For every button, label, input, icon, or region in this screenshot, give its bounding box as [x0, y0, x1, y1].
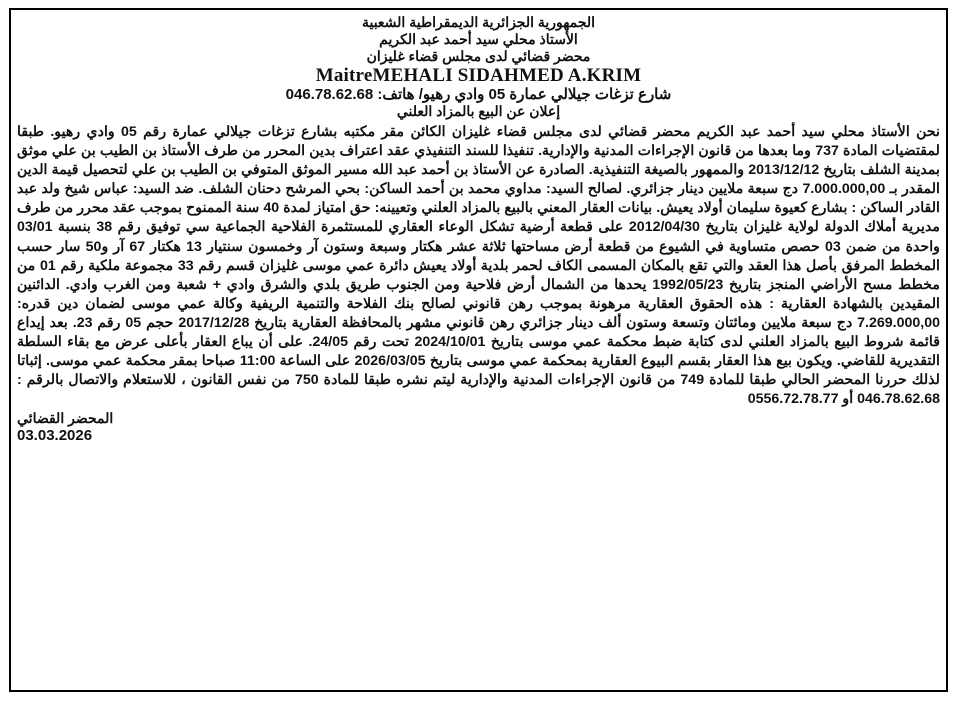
notice-header: [11, 10, 946, 120]
bailiff-name-latin: MaitreMEHALI SIDAHMED A.KRIM: [315, 65, 642, 86]
notice-title: إعلان عن البيع بالمزاد العلني: [396, 103, 561, 119]
notice-body-text: نحن الأستاذ محلي سيد أحمد عبد الكريم محضر قضائي لدى مجلس قضاء غليزان الكائن مقر مكتبه بشارع تزغات جيلالي عمارة رقم 05 وادي رهيو. طبقا لمقتضيات المادة 737 وما بعدها من قانون الإجراءات المدنية والإدارية. تنفيذا للسند التنفيذي عقد اعتراف بدين المحرر من طرف الأستاذ بن الطيب بن علي موثق بمدينة الشلف بتاريخ 2013/12/12 والممهور بالصيغة التنفيذية. الصادرة عن الأستاذ بن أحمد عبد الله مسير الموثق المتوفي بن الطيب بن علي لتحصيل قيمة الدين المقدر بـ 7.000.000,00 دج سبعة ملايين دينار جزائري. لصالح السيد: مداوي محمد بن أحمد الساكن: بحي المرشح دحنان الشلف. ضد السيد: عباس شيخ ولد عبد القادر الساكن : بشارع كعيوة سليمان أولاد يعيش. بيانات العقار المعني بالبيع بالمزاد العلني وتعيينه: حق امتياز لمدة 40 سنة الممنوح بموجب عقد محرر من طرف مديرية أملاك الدولة لولاية غليزان بتاريخ 2012/04/30 على قطعة أرضية تشكل الوعاء العقاري للمستثمرة الفلاحية الجماعية سي توفيق رقم 38 بنسبة 03/01 واحدة من ضمن 03 حصص متساوية في الشيوع من قطعة أرض مساحتها ثلاثة عشر هكتار وسبعة وستون آر وخمسون سنتيار 13 هكتار 67 آر و50 سار حسب المخطط المرفق بأصل هذا العقد والتي تقع بالمكان المسمى الكاف لحمر بلدية أولاد يعيش دائرة عمي موسى غليزان قسم رقم 33 مجموعة ملكية رقم 01 من مخطط مسح الأراضي المنجز بتاريخ 1992/05/23 يحدها من الشمال أرض فلاحية ومن الجنوب طريق بلدي والشرق وادي + شعبة ومن الغرب وادي. الدائنين المقيدين بالشهادة العقارية : هذه الحقوق العقارية مرهونة بموجب رهن قانوني لصالح بنك الفلاحة والتنمية الريفية وكالة عمي موسى لضمان دين قدره: 7.269.000,00 دج سبعة ملايين ومائتان وتسعة وستون ألف دينار جزائري رهن قانوني مشهر بالمحافظة العقارية بتاريخ 2017/12/28 حجم 05 رقم 23. بعد إيداع قائمة شروط البيع بالمزاد العلني لدى كتابة ضبط محكمة عمي موسى بتاريخ 2024/10/01 تحت رقم 24/05. على أن يباع العقار بأعلى عرض مع بقاء السلطة التقديرية للقاضي. ويكون بيع هذا العقار بقسم البيوع العقارية بمحكمة عمي موسى بتاريخ 2026/03/05 على الساعة 11:00 صباحا بمقر محكمة عمي موسى. إثباتا لذلك حررنا المحضر الحالي طبقا للمادة 749 من قانون الإجراءات المدنية والإدارية ليتم نشره طبقا للمادة 750 من نفس القانون ، للاستعلام والاتصال بالرقم : 046.78.62.68 أو 0556.72.78.77: [17, 124, 941, 408]
office-address: شارع تزغات جيلالي عمارة 05 وادي رهيو/ هاتف: 046.78.62.68: [285, 86, 672, 103]
bailiff-office: محضر قضائي لدى مجلس قضاء غليزان: [366, 48, 591, 64]
notice-date: 03.03.2026: [17, 427, 93, 445]
notice-frame: [9, 8, 948, 692]
bailiff-name-arabic: الأستاذ محلي سيد أحمد عبد الكريم: [379, 31, 578, 47]
notice-body: [11, 123, 946, 409]
republic-title: الجمهورية الجزائرية الديمقراطية الشعبية: [361, 14, 596, 30]
signoff: المحضر القضائي: [17, 410, 114, 427]
